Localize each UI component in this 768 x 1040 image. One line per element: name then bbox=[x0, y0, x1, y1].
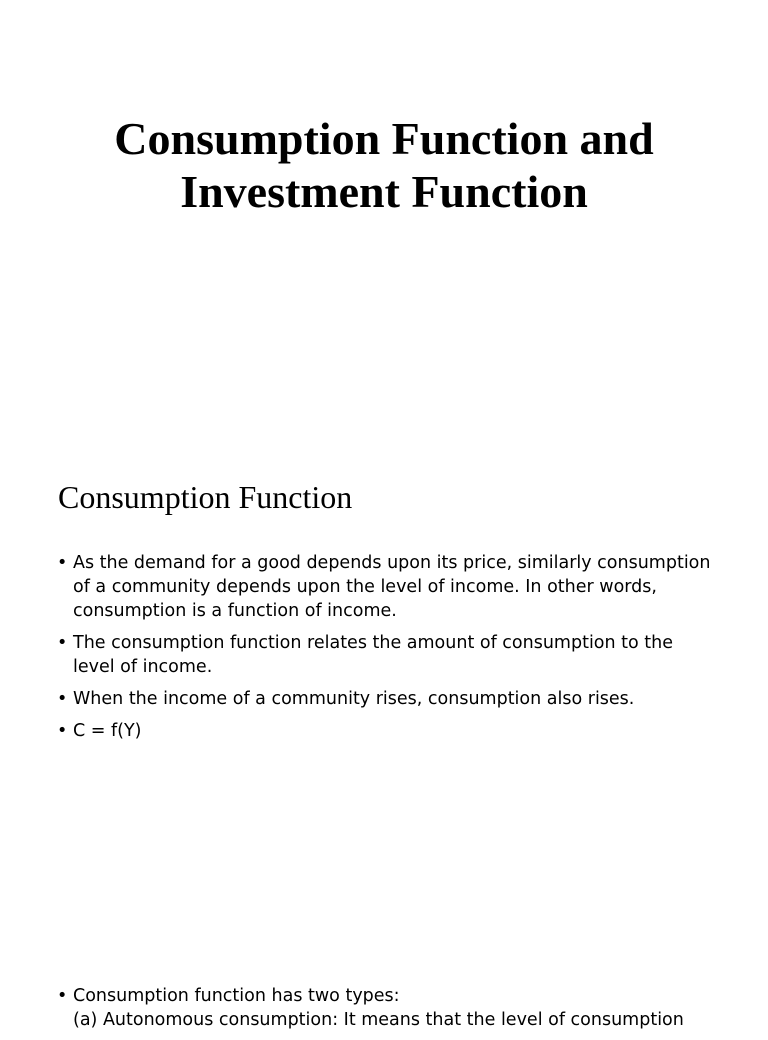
bullet-icon: • bbox=[57, 986, 68, 1006]
list-item bbox=[57, 687, 717, 711]
slide-title bbox=[0, 112, 768, 218]
section-heading: Consumption Function bbox=[58, 479, 353, 515]
list-item bbox=[57, 631, 717, 679]
bullet-icon: • bbox=[57, 721, 68, 741]
bullet-icon: • bbox=[57, 689, 68, 709]
bullet-icon: • bbox=[57, 553, 68, 573]
bullet-list bbox=[57, 551, 717, 751]
bullet-text: The consumption function relates the amount of consumption to the level of income. bbox=[73, 633, 674, 677]
bullet-text: As the demand for a good depends upon its price, similarly consumption of a community depends upon the level of income. In other words, consumption is a function of income. bbox=[73, 553, 711, 621]
list-item bbox=[57, 984, 757, 1032]
bullet-text: When the income of a community rises, consumption also rises. bbox=[73, 689, 635, 709]
continued-bullet-text: Consumption function has two types: bbox=[73, 986, 400, 1006]
slide-title-line-1: Consumption Function and bbox=[114, 113, 654, 164]
sub-point-text: (a) Autonomous consumption: It means that the level of consumption bbox=[73, 1010, 684, 1030]
bullet-icon: • bbox=[57, 633, 68, 653]
list-item bbox=[57, 719, 717, 743]
list-item bbox=[57, 551, 717, 623]
continued-bullet-list bbox=[57, 984, 757, 1040]
slide-title-line-2: Investment Function bbox=[180, 166, 588, 217]
bullet-text: C = f(Y) bbox=[73, 721, 142, 741]
bullet-text bbox=[73, 984, 757, 1032]
